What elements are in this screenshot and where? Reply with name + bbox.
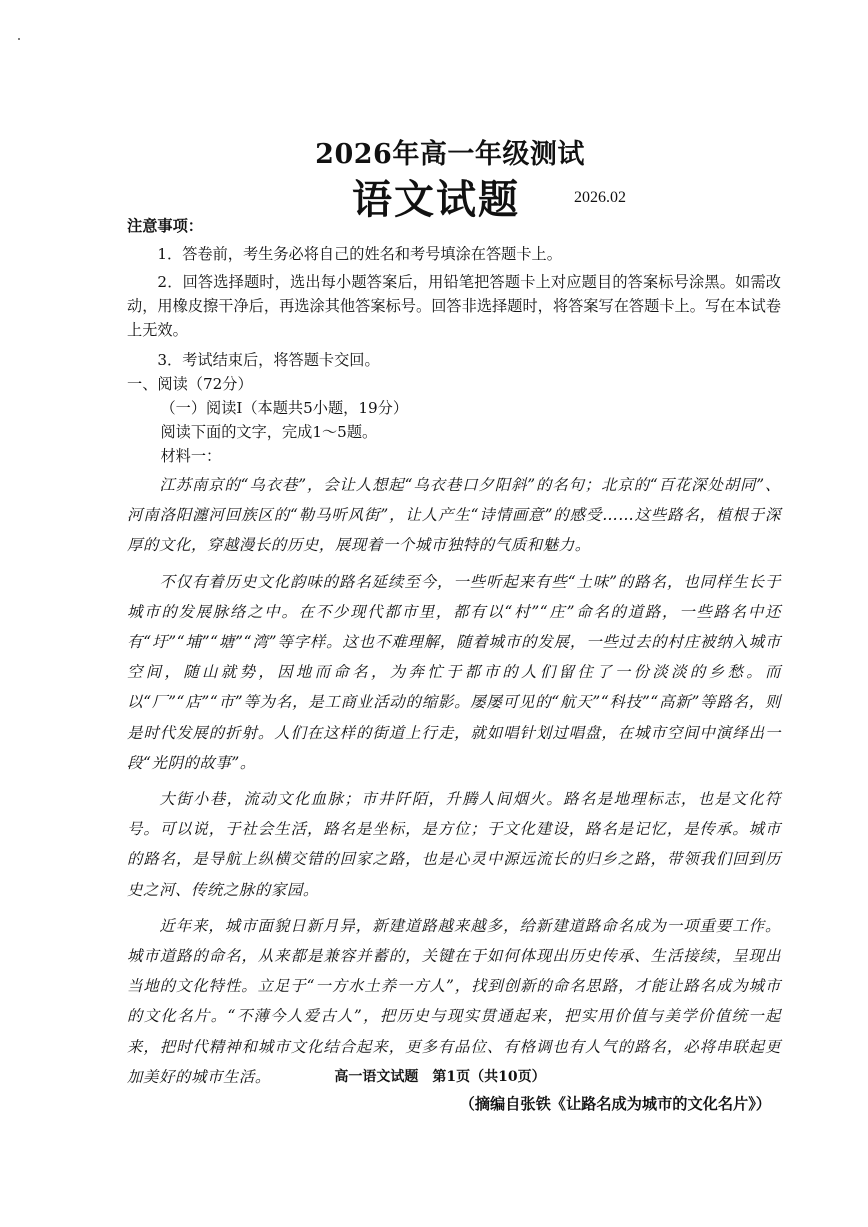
section-heading: 一、阅读（72分） — [127, 375, 253, 393]
subject-title: 语文试题 — [352, 176, 520, 223]
notice-item-2: 2．回答选择题时，选出每小题答案后，用铅笔把答题卡上对应题目的答案标号涂黑。如需改动，用橡皮擦干净后，再选涂其他答案标号。回答非选择题时，将答案写在答题卡上。写在本试卷上无效。 — [127, 273, 781, 339]
notice-item-3: 3．考试结束后，将答题卡交回。 — [157, 351, 380, 369]
page-footer: 高一语文试题 第1页（共10页） — [334, 1069, 546, 1085]
passage-paragraph-2: 不仅有着历史文化韵味的路名延续至今，一些听起来有些“土味”的路名，也同样生长于城市的发展脉络之中。在不少现代都市里，都有以“村”“庄”命名的道路，一些路名中还有“圩”“埔”“塘”“湾”等字样。这也不难理解，随着城市的发展，一些过去的村庄被纳入城市空间，随山就势，因地而命名，为奔忙于都市的人们留住了一份淡淡的乡愁。而以“厂”“店”“市”等为名，是工商业活动的缩影。屡屡可见的“航天”“科技”“高新”等路名，则是时代发展的折射。人们在这样的街道上行走，就如唱针划过唱盘，在城市空间中演绎出一段“光阴的故事”。 — [127, 572, 781, 772]
passage-paragraph-4: 近年来，城市面貌日新月异，新建道路越来越多，给新建道路命名成为一项重要工作。城市道路的命名，从来都是兼容并蓄的，关键在于如何体现出历史传承、生活接续，呈现出当地的文化特性。立足于“一方水土养一方人”，找到创新的命名思路，才能让路名成为城市的文化名片。“不薄今人爱古人”，把历史与现实贯通起来，把实用价值与美学价值统一起来，把时代精神和城市文化结合起来，更多有品位、有格调也有人气的路名，必将串联起更加美好的城市生活。 — [127, 916, 781, 1086]
exam-content — [127, 214, 781, 1116]
reading-instruction: 阅读下面的文字，完成1～5题。 — [160, 423, 378, 441]
notice-heading: 注意事项： — [127, 217, 203, 235]
exam-date: 2026.02 — [574, 189, 626, 206]
scan-speck — [18, 38, 20, 40]
passage-paragraph-1: 江苏南京的“乌衣巷”，会让人想起“乌衣巷口夕阳斜”的名句；北京的“百花深处胡同”、河南洛阳瀍河回族区的“勒马听风街”，让人产生“诗情画意”的感受……这些路名，植根于深厚的文化，穿越漫长的历史，展现着一个城市独特的气质和魅力。 — [127, 476, 781, 555]
passage-paragraph-3: 大街小巷，流动文化血脉；市井阡陌，升腾人间烟火。路名是地理标志，也是文化符号。可以说，于社会生活，路名是坐标，是方位；于文化建设，路名是记忆，是传承。城市的路名，是导航上纵横交错的回家之路，也是心灵中源远流长的归乡之路，带领我们回到历史之河、传统之脉的家园。 — [127, 790, 781, 899]
material-label: 材料一： — [160, 447, 222, 465]
passage-source: （摘编自张铁《让路名成为城市的文化名片》） — [459, 1095, 771, 1114]
exam-main-title: 2026年高一年级测试 — [315, 139, 585, 170]
notice-item-1: 1．答卷前，考生务必将自己的姓名和考号填涂在答题卡上。 — [157, 245, 562, 263]
subsection-heading: （一）阅读Ⅰ（本题共5小题，19分） — [160, 399, 409, 417]
